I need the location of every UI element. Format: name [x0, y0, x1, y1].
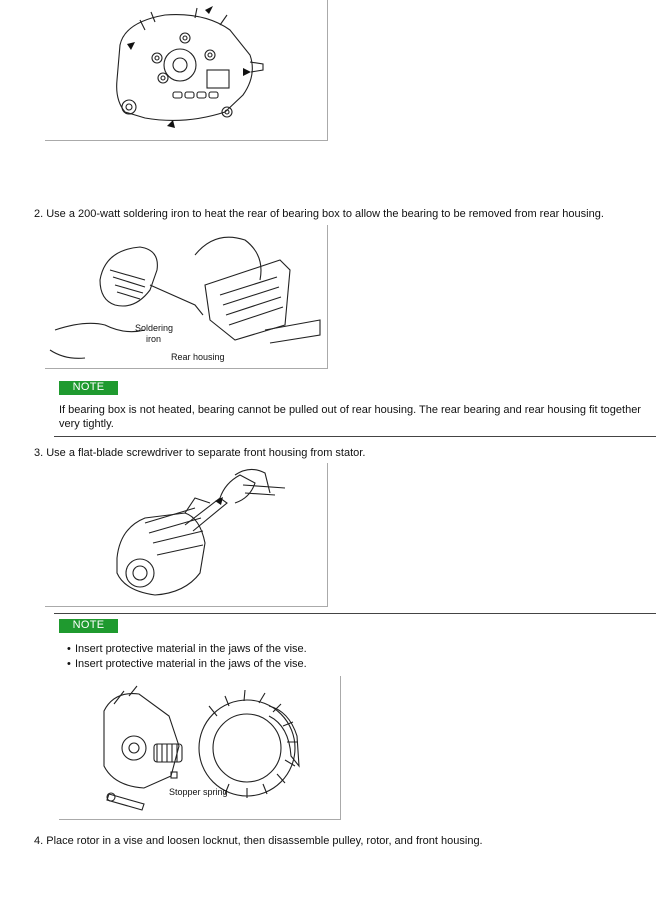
label-rear-housing: Rear housing	[171, 352, 225, 362]
step-2-text: 2. Use a 200-watt soldering iron to heat the rear of bearing box to allow the bearing to be removed from rear housing.	[34, 208, 604, 220]
label-stopper-spring: Stopper spring	[169, 787, 228, 797]
figure-3-divider	[54, 613, 656, 614]
note-2-bullet-list	[67, 642, 307, 672]
label-soldering-line1: Soldering	[135, 323, 174, 333]
figure-soldering-iron	[45, 225, 328, 369]
note-2-badge: NOTE	[59, 619, 118, 633]
note-2-bullet-item: • Insert protective material in the jaws of the vise.	[67, 642, 307, 657]
step-4-text: 4. Place rotor in a vise and loosen locknut, then disassemble pulley, rotor, and front housing.	[34, 835, 483, 847]
note-1-divider	[54, 436, 656, 437]
step-3-text: 3. Use a flat-blade screwdriver to separate front housing from stator.	[34, 447, 366, 459]
note-1-text: If bearing box is not heated, bearing cannot be pulled out of rear housing. The rear bearing and rear housing fit together very tightly.	[59, 404, 641, 430]
note-1-badge: NOTE	[59, 381, 118, 395]
figure-rotor-stator	[59, 676, 341, 820]
figure-screwdriver-separation	[45, 463, 328, 607]
figure-rear-housing-bolts	[45, 0, 328, 141]
note-2-bullet-item: • Insert protective material in the jaws of the vise.	[67, 657, 307, 672]
label-soldering-line2: iron	[146, 334, 162, 344]
